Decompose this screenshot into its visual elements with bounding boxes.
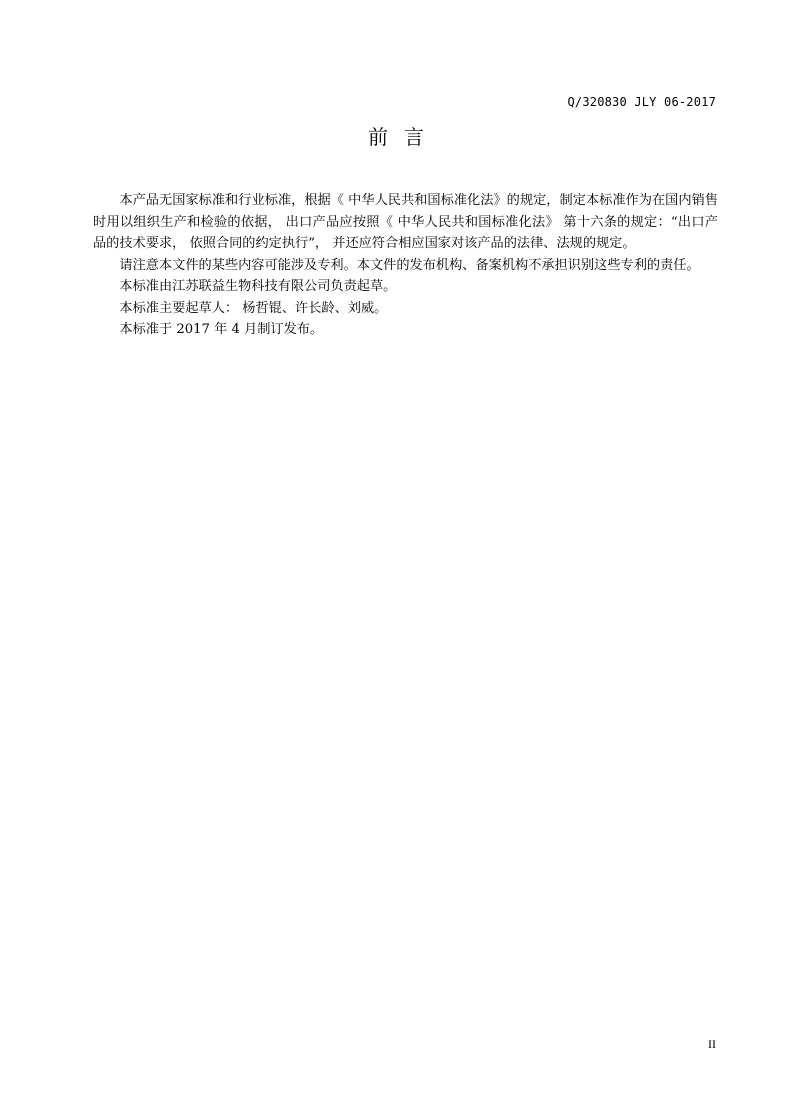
paragraph-drafting-organization: 本标准由江苏联益生物科技有限公司负责起草。: [119, 279, 397, 294]
page-number: II: [708, 1037, 716, 1051]
paragraph-patent-notice: 请注意本文件的某些内容可能涉及专利。本文件的发布机构、备案机构不承担识别这些专利的责任。: [119, 257, 700, 273]
paragraph-basis: 本产品无国家标准和行业标准，根据《 中华人民共和国标准化法》的规定，制定本标准作为在国内销售时用以组织生产和检验的依据， 出口产品应按照《 中华人民共和国标准化法》 第十六条的规定：“出口产品的技术要求， 依照合同的约定执行”， 并还应符合相应国家对该产品的法律、法规的规定。: [93, 193, 718, 251]
foreword-body: [93, 190, 718, 341]
paragraph-drafters: 本标准主要起草人： 杨哲锟、许长龄、刘威。: [119, 300, 388, 316]
document-code: Q/320830 JLY 06-2017: [567, 95, 716, 109]
page-title: 前言: [368, 125, 440, 149]
paragraph-release-date: 本标准于 2017 年 4 月制订发布。: [119, 322, 324, 337]
